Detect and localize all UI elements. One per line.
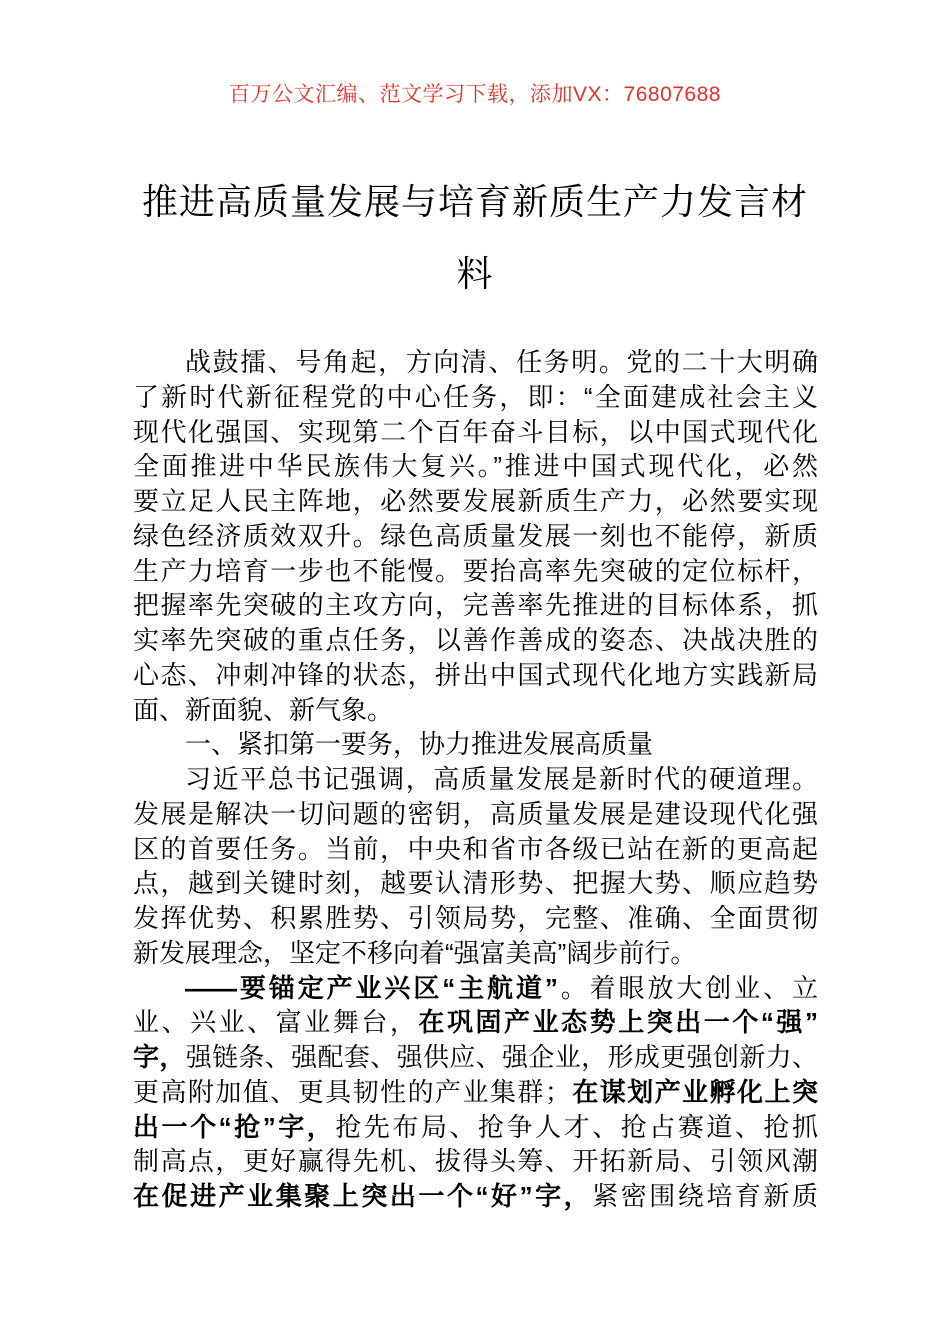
document-line — [133, 693, 818, 728]
document-line — [133, 936, 818, 971]
text-segment: 要立足人民主阵地，必然要发展新质生产力，必然要实现 — [133, 486, 818, 516]
document-line — [133, 1144, 818, 1179]
text-segment: 一、紧扣第一要务，协力推进发展高质量 — [185, 729, 654, 760]
document-line — [133, 449, 818, 484]
document-line — [133, 415, 818, 450]
document-line — [133, 866, 818, 901]
text-segment: 发展是解决一切问题的密钥，高质量发展是建设现代化强 — [133, 798, 818, 829]
promo-banner-text: 百万公文汇编、范文学习下载，添加VX：76807688 — [229, 83, 721, 106]
bold-text-segment: 字， — [133, 1042, 186, 1072]
bold-text-segment: 在谋划产业孵化上突 — [570, 1076, 818, 1107]
text-segment: 新发展理念，坚定不移向着“强富美高”阔步前行。 — [133, 937, 697, 968]
text-segment: 了新时代新征程党的中心任务，即：“全面建成社会主义 — [133, 381, 818, 412]
document-line — [133, 832, 818, 867]
text-segment: 区的首要任务。当前，中央和省市各级已站在新的更高起 — [133, 833, 818, 864]
document-body — [133, 345, 818, 1214]
text-segment: 更高附加值、更具韧性的产业集群； — [133, 1076, 571, 1107]
text-segment: 强链条、强配套、强供应、强企业，形成更强创新力、 — [185, 1042, 818, 1072]
text-segment: 现代化强国、实现第二个百年奋斗目标，以中国式现代化 — [133, 416, 818, 447]
document-line — [133, 1179, 818, 1214]
text-segment: 战鼓擂、号角起，方向清、任务明。党的二十大明确 — [185, 347, 818, 377]
bold-text-segment: ——要锚定产业兴区“主航道” — [185, 972, 558, 1003]
document-line — [133, 484, 818, 519]
text-segment: 绿色经济质效双升。绿色高质量发展一刻也不能停，新质 — [133, 520, 818, 551]
document-line — [133, 901, 818, 936]
document-line — [133, 1075, 818, 1110]
text-segment: 点，越到关键时刻，越要认清形势、把握大势、顺应趋势 — [133, 868, 818, 899]
document-line — [133, 727, 818, 762]
document-line — [133, 762, 818, 797]
document-title-line-1: 推进高质量发展与培育新质生产力发言材 — [141, 181, 808, 222]
document-line — [133, 658, 818, 693]
text-segment: 实率先突破的重点任务，以善作善成的姿态、决战决胜的 — [133, 625, 818, 655]
document-line — [133, 797, 818, 832]
text-segment: 全面推进中华民族伟大复兴。”推进中国式现代化，必然 — [133, 451, 818, 482]
bold-text-segment: 在巩固产业态势上突出一个“强” — [418, 1007, 818, 1038]
document-line — [133, 380, 818, 415]
document-line — [133, 623, 818, 658]
text-segment: 抢先布局、抢争人才、抢占赛道、抢抓 — [335, 1111, 818, 1142]
document-line — [133, 1040, 818, 1075]
text-segment: 紧密围绕培育新质 — [592, 1181, 818, 1211]
text-segment: 业、兴业、富业舞台， — [133, 1007, 419, 1038]
document-line — [133, 554, 818, 589]
document-line — [133, 1005, 818, 1040]
document-line — [133, 588, 818, 623]
text-segment: 制高点，更好赢得先机、拔得头筹、开拓新局、引领风潮 — [133, 1146, 818, 1177]
document-line — [133, 519, 818, 554]
document-line — [133, 345, 818, 380]
text-segment: 心态、冲刺冲锋的状态，拼出中国式现代化地方实践新局 — [133, 659, 818, 690]
text-segment: 发挥优势、积累胜势、引领局势，完整、准确、全面贯彻 — [133, 903, 818, 933]
document-title — [0, 166, 950, 310]
text-segment: 生产力培育一步也不能慢。要抬高率先突破的定位标杆， — [133, 555, 818, 586]
document-line — [133, 971, 818, 1006]
bold-text-segment: 在促进产业集聚上突出一个“好”字， — [133, 1181, 593, 1211]
text-segment: 把握率先突破的主攻方向，完善率先推进的目标体系，抓 — [133, 590, 818, 621]
text-segment: 面、新面貌、新气象。 — [133, 694, 394, 725]
text-segment: 习近平总书记强调，高质量发展是新时代的硬道理。 — [185, 764, 818, 794]
bold-text-segment: 出一个“抢”字， — [133, 1111, 336, 1142]
text-segment: 。着眼放大创业、立 — [557, 972, 818, 1003]
document-line — [133, 1110, 818, 1145]
document-title-line-2: 料 — [456, 253, 494, 294]
